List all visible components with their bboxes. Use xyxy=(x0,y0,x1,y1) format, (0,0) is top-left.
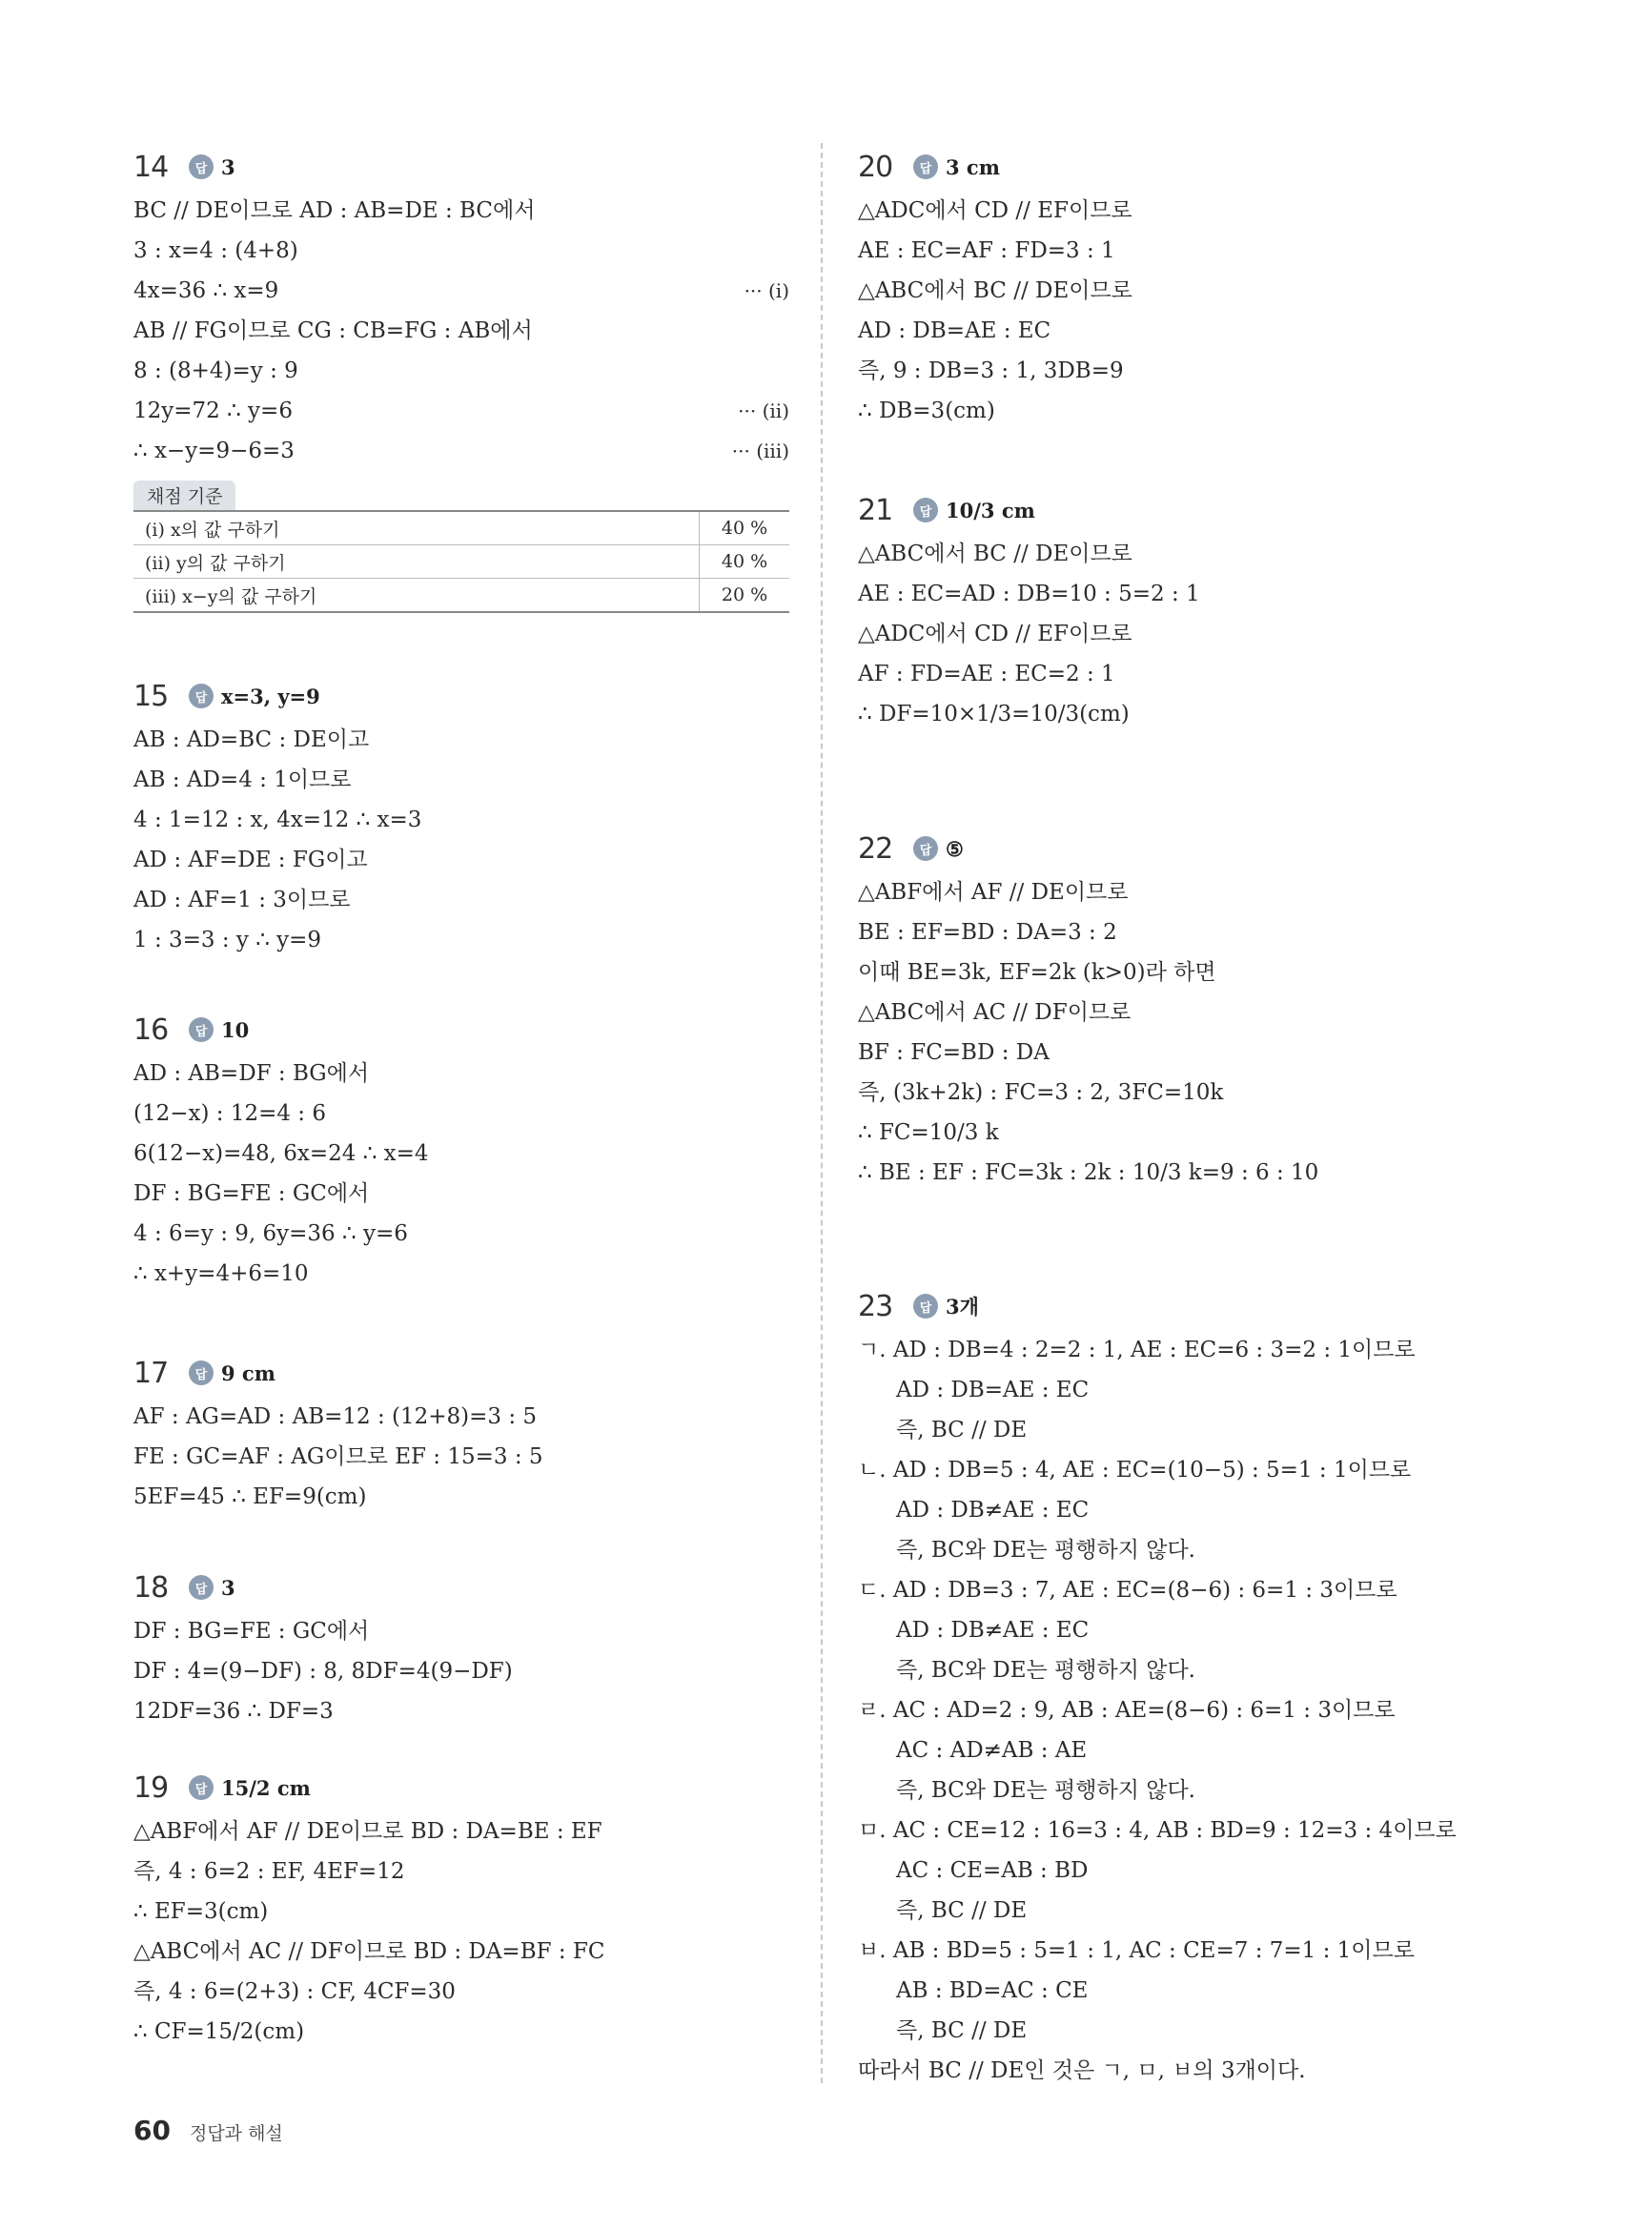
solution-line xyxy=(858,912,1506,952)
solution-text: AC : CE=AB : BD xyxy=(896,1858,1089,1883)
solution-text: AD : AF=DE : FG이고 xyxy=(133,848,368,872)
criteria-percent: 40 % xyxy=(700,511,790,545)
problem-number: 17 xyxy=(133,1356,169,1390)
solution-line xyxy=(858,1330,1506,1370)
solution-line xyxy=(858,1530,1506,1570)
solution-text: 12y=72 ∴ y=6 xyxy=(133,399,293,423)
solution-line xyxy=(858,1690,1506,1730)
solution-text: ∴ DB=3(cm) xyxy=(858,399,995,423)
answer-badge-icon: 답 xyxy=(189,684,214,708)
solution-text: 4 : 1=12 : x, 4x=12 ∴ x=3 xyxy=(133,808,422,832)
table-row xyxy=(133,511,789,545)
solution-text: ∴ x−y=9−6=3 xyxy=(133,439,295,463)
problem-16 xyxy=(133,1006,789,1294)
solution-line xyxy=(133,1174,789,1214)
solution-line xyxy=(133,1214,789,1254)
solution-text: 5EF=45 ∴ EF=9(cm) xyxy=(133,1484,367,1509)
solution-text: △ABC에서 BC // DE이므로 xyxy=(858,542,1132,566)
solution-text: ㄷ. AD : DB=3 : 7, AE : EC=(8−6) : 6=1 : 3이므로 xyxy=(858,1578,1397,1603)
solution-text: 즉, 9 : DB=3 : 1, 3DB=9 xyxy=(858,358,1124,383)
problem-header xyxy=(133,672,789,720)
solution-text: 즉, BC와 DE는 평행하지 않다. xyxy=(896,1538,1195,1563)
solution-line xyxy=(858,191,1506,231)
answer-value: 3 cm xyxy=(946,154,1000,179)
solution-line xyxy=(858,1410,1506,1450)
criteria-item: (ⅱ) y의 값 구하기 xyxy=(133,545,700,579)
problem-number: 19 xyxy=(133,1770,169,1805)
solution-text: 즉, 4 : 6=2 : EF, 4EF=12 xyxy=(133,1859,405,1884)
problem-17 xyxy=(133,1349,789,1517)
solution-text: 3 : x=4 : (4+8) xyxy=(133,238,298,263)
solution-text: △ABF에서 AF // DE이므로 xyxy=(858,880,1129,905)
solution-text: AD : DB=AE : EC xyxy=(858,318,1051,343)
solution-line xyxy=(858,574,1506,614)
solution-line xyxy=(858,1033,1506,1073)
answer-badge-icon: 답 xyxy=(189,1775,214,1800)
scoring-criteria xyxy=(133,481,789,613)
problem-header xyxy=(133,1349,789,1397)
problem-number: 21 xyxy=(858,493,893,527)
problem-19 xyxy=(133,1764,789,2052)
solution-line xyxy=(133,1397,789,1437)
solution-text: BC // DE이므로 AD : AB=DE : BC에서 xyxy=(133,198,536,223)
solution-text: AD : DB=AE : EC xyxy=(896,1378,1090,1402)
solution-line xyxy=(133,1932,789,1972)
answer-badge-icon: 답 xyxy=(913,154,938,179)
page-footer xyxy=(133,2115,283,2146)
solution-text: 즉, BC // DE xyxy=(896,2018,1028,2043)
solution-line xyxy=(133,880,789,920)
solution-line xyxy=(133,231,789,271)
solution-line xyxy=(858,231,1506,271)
problem-number: 15 xyxy=(133,679,169,713)
solution-text: ㄱ. AD : DB=4 : 2=2 : 1, AE : EC=6 : 3=2 : 1이므로 xyxy=(858,1338,1416,1362)
solution-text: ㅁ. AC : CE=12 : 16=3 : 4, AB : BD=9 : 12=3 : 4이므로 xyxy=(858,1818,1457,1843)
solution-text: AB : AD=BC : DE이고 xyxy=(133,727,370,752)
problem-number: 14 xyxy=(133,150,169,184)
problem-20 xyxy=(858,143,1506,431)
criteria-item: (ⅲ) x−y의 값 구하기 xyxy=(133,579,700,613)
solution-text: ∴ CF=15/2(cm) xyxy=(133,2019,305,2044)
problem-number: 18 xyxy=(133,1570,169,1605)
solution-line xyxy=(858,1370,1506,1410)
solution-line xyxy=(858,2051,1506,2091)
solution-text: AB : BD=AC : CE xyxy=(896,1978,1089,2003)
solution-line xyxy=(858,311,1506,351)
solution-line xyxy=(858,654,1506,694)
solution-text: AE : EC=AD : DB=10 : 5=2 : 1 xyxy=(858,582,1200,606)
solution-line xyxy=(133,720,789,760)
problem-header xyxy=(858,486,1506,534)
solution-text: AB : AD=4 : 1이므로 xyxy=(133,767,352,792)
solution-line xyxy=(133,311,789,351)
footer-title: 정답과 해설 xyxy=(189,2123,283,2144)
solution-text: 따라서 BC // DE인 것은 ㄱ, ㅁ, ㅂ의 3개이다. xyxy=(858,2058,1306,2083)
answer-badge-icon: 답 xyxy=(913,836,938,861)
solution-text: △ABC에서 AC // DF이므로 xyxy=(858,1000,1132,1025)
solution-text: (12−x) : 12=4 : 6 xyxy=(133,1101,327,1126)
problem-header xyxy=(858,1282,1506,1330)
table-row xyxy=(133,579,789,613)
problem-21 xyxy=(858,486,1506,734)
problem-23 xyxy=(858,1282,1506,2091)
criteria-percent: 20 % xyxy=(700,579,790,613)
solution-line xyxy=(133,1437,789,1477)
step-marker: ··· (ⅰ) xyxy=(744,279,789,302)
solution-text: 즉, BC // DE xyxy=(896,1418,1028,1442)
solution-text: AF : FD=AE : EC=2 : 1 xyxy=(858,662,1115,686)
solution-line xyxy=(133,2012,789,2052)
solution-line xyxy=(858,1073,1506,1113)
solution-text: AE : EC=AF : FD=3 : 1 xyxy=(858,238,1115,263)
solution-line xyxy=(858,694,1506,734)
solution-text: FE : GC=AF : AG이므로 EF : 15=3 : 5 xyxy=(133,1444,543,1469)
solution-line xyxy=(858,1971,1506,2011)
solution-text: AB // FG이므로 CG : CB=FG : AB에서 xyxy=(133,318,533,343)
solution-line xyxy=(858,952,1506,992)
solution-text: 6(12−x)=48, 6x=24 ∴ x=4 xyxy=(133,1141,429,1166)
page-number: 60 xyxy=(133,2115,171,2146)
answer-badge-icon: 답 xyxy=(189,1575,214,1600)
solution-line xyxy=(858,1730,1506,1770)
solution-line xyxy=(133,1054,789,1094)
solution-line xyxy=(858,1770,1506,1811)
solution-line xyxy=(858,614,1506,654)
solution-line xyxy=(133,920,789,960)
solution-text: 1 : 3=3 : y ∴ y=9 xyxy=(133,928,322,952)
solution-line xyxy=(858,1153,1506,1193)
solution-text: 8 : (8+4)=y : 9 xyxy=(133,358,298,383)
answer-value: 9 cm xyxy=(221,1361,275,1385)
solution-text: 즉, (3k+2k) : FC=3 : 2, 3FC=10k xyxy=(858,1080,1224,1105)
solution-text: 4x=36 ∴ x=9 xyxy=(133,278,279,303)
solution-line xyxy=(858,1650,1506,1690)
answer-value: 3개 xyxy=(946,1295,979,1319)
solution-text: ㅂ. AB : BD=5 : 5=1 : 1, AC : CE=7 : 7=1 : 1이므로 xyxy=(858,1938,1415,1963)
table-row xyxy=(133,545,789,579)
solution-line xyxy=(133,191,789,231)
solution-line xyxy=(133,271,789,311)
problem-header xyxy=(858,143,1506,191)
solution-line xyxy=(858,2011,1506,2051)
problem-number: 22 xyxy=(858,831,893,866)
solution-text: ㄴ. AD : DB=5 : 4, AE : EC=(10−5) : 5=1 : 1이므로 xyxy=(858,1458,1412,1483)
problem-header xyxy=(858,825,1506,872)
answer-value: 3 xyxy=(221,1575,235,1600)
solution-text: DF : BG=FE : GC에서 xyxy=(133,1181,370,1206)
solution-line xyxy=(858,1891,1506,1931)
solution-text: ∴ DF=10×1/3=10/3(cm) xyxy=(858,702,1130,726)
answer-value: 10 xyxy=(221,1017,250,1042)
solution-line xyxy=(858,992,1506,1033)
solution-line xyxy=(858,351,1506,391)
solution-text: DF : BG=FE : GC에서 xyxy=(133,1619,370,1644)
solution-line xyxy=(133,1892,789,1932)
problem-header xyxy=(133,143,789,191)
solution-text: DF : 4=(9−DF) : 8, 8DF=4(9−DF) xyxy=(133,1659,513,1684)
problem-header xyxy=(133,1764,789,1811)
step-marker: ··· (ⅱ) xyxy=(738,399,789,422)
solution-text: 이때 BE=3k, EF=2k (k>0)라 하면 xyxy=(858,960,1216,985)
solution-text: BF : FC=BD : DA xyxy=(858,1040,1050,1065)
solution-text: 즉, 4 : 6=(2+3) : CF, 4CF=30 xyxy=(133,1979,456,2004)
solution-text: AF : AG=AD : AB=12 : (12+8)=3 : 5 xyxy=(133,1404,538,1429)
answer-badge-icon: 답 xyxy=(189,1361,214,1385)
answer-value: 3 xyxy=(221,154,235,179)
solution-text: ∴ BE : EF : FC=3k : 2k : 10/3 k=9 : 6 : 10 xyxy=(858,1160,1319,1185)
column-divider xyxy=(821,143,823,2083)
solution-line xyxy=(133,1477,789,1517)
answer-value: ⑤ xyxy=(946,836,964,861)
scoring-table xyxy=(133,510,789,613)
problem-22 xyxy=(858,825,1506,1193)
problem-header xyxy=(133,1564,789,1611)
solution-text: △ABC에서 BC // DE이므로 xyxy=(858,278,1132,303)
solution-text: 즉, BC와 DE는 평행하지 않다. xyxy=(896,1778,1195,1803)
solution-line xyxy=(133,1651,789,1691)
problem-number: 20 xyxy=(858,150,893,184)
solution-text: 즉, BC와 DE는 평행하지 않다. xyxy=(896,1658,1195,1683)
solution-text: ∴ EF=3(cm) xyxy=(133,1899,269,1924)
solution-text: AD : DB≠AE : EC xyxy=(896,1618,1090,1643)
answer-value: 10/3 cm xyxy=(946,498,1035,522)
solution-line xyxy=(133,431,789,471)
solution-line xyxy=(858,1811,1506,1851)
solution-line xyxy=(133,1691,789,1731)
answer-badge-icon: 답 xyxy=(913,498,938,522)
solution-line xyxy=(133,1134,789,1174)
solution-line xyxy=(858,1450,1506,1490)
solution-line xyxy=(858,1113,1506,1153)
scoring-label: 채점 기준 xyxy=(133,481,235,510)
answer-badge-icon: 답 xyxy=(189,1017,214,1042)
solution-line xyxy=(133,1094,789,1134)
solution-text: ∴ x+y=4+6=10 xyxy=(133,1261,309,1286)
solution-text: △ABF에서 AF // DE이므로 BD : DA=BE : EF xyxy=(133,1819,602,1844)
solution-text: AD : DB≠AE : EC xyxy=(896,1498,1090,1523)
criteria-item: (ⅰ) x의 값 구하기 xyxy=(133,511,700,545)
solution-text: AC : AD≠AB : AE xyxy=(896,1738,1088,1763)
solution-text: AD : AF=1 : 3이므로 xyxy=(133,888,351,912)
solution-line xyxy=(133,1972,789,2012)
solution-line xyxy=(858,391,1506,431)
solution-line xyxy=(133,1852,789,1892)
solution-text: 12DF=36 ∴ DF=3 xyxy=(133,1699,334,1724)
solution-line xyxy=(858,872,1506,912)
solution-line xyxy=(133,840,789,880)
problem-number: 23 xyxy=(858,1289,893,1323)
solution-text: 4 : 6=y : 9, 6y=36 ∴ y=6 xyxy=(133,1221,408,1246)
step-marker: ··· (ⅲ) xyxy=(731,440,789,462)
problem-number: 16 xyxy=(133,1013,169,1047)
solution-text: ㄹ. AC : AD=2 : 9, AB : AE=(8−6) : 6=1 : 3이므로 xyxy=(858,1698,1396,1723)
solution-line xyxy=(133,1811,789,1852)
answer-badge-icon: 답 xyxy=(913,1294,938,1319)
solution-text: △ABC에서 AC // DF이므로 BD : DA=BF : FC xyxy=(133,1939,605,1964)
solution-line xyxy=(858,1851,1506,1891)
solution-text: 즉, BC // DE xyxy=(896,1898,1028,1923)
solution-text: ∴ FC=10/3 k xyxy=(858,1120,999,1145)
solution-line xyxy=(133,351,789,391)
problem-14 xyxy=(133,143,789,613)
solution-line xyxy=(133,1611,789,1651)
solution-line xyxy=(858,1490,1506,1530)
solution-line xyxy=(133,760,789,800)
solution-text: BE : EF=BD : DA=3 : 2 xyxy=(858,920,1117,945)
problem-18 xyxy=(133,1564,789,1731)
solution-line xyxy=(858,1610,1506,1650)
solution-line xyxy=(133,391,789,431)
solution-line xyxy=(858,1570,1506,1610)
solution-line xyxy=(133,1254,789,1294)
solution-line xyxy=(858,534,1506,574)
answer-value: x=3, y=9 xyxy=(221,684,320,708)
solution-line xyxy=(858,271,1506,311)
criteria-percent: 40 % xyxy=(700,545,790,579)
solution-text: △ADC에서 CD // EF이므로 xyxy=(858,622,1132,646)
problem-15 xyxy=(133,672,789,960)
answer-badge-icon: 답 xyxy=(189,154,214,179)
solution-text: AD : AB=DF : BG에서 xyxy=(133,1061,370,1086)
problem-header xyxy=(133,1006,789,1054)
solution-line xyxy=(858,1931,1506,1971)
solution-line xyxy=(133,800,789,840)
solution-text: △ADC에서 CD // EF이므로 xyxy=(858,198,1132,223)
answer-value: 15/2 cm xyxy=(221,1775,311,1800)
